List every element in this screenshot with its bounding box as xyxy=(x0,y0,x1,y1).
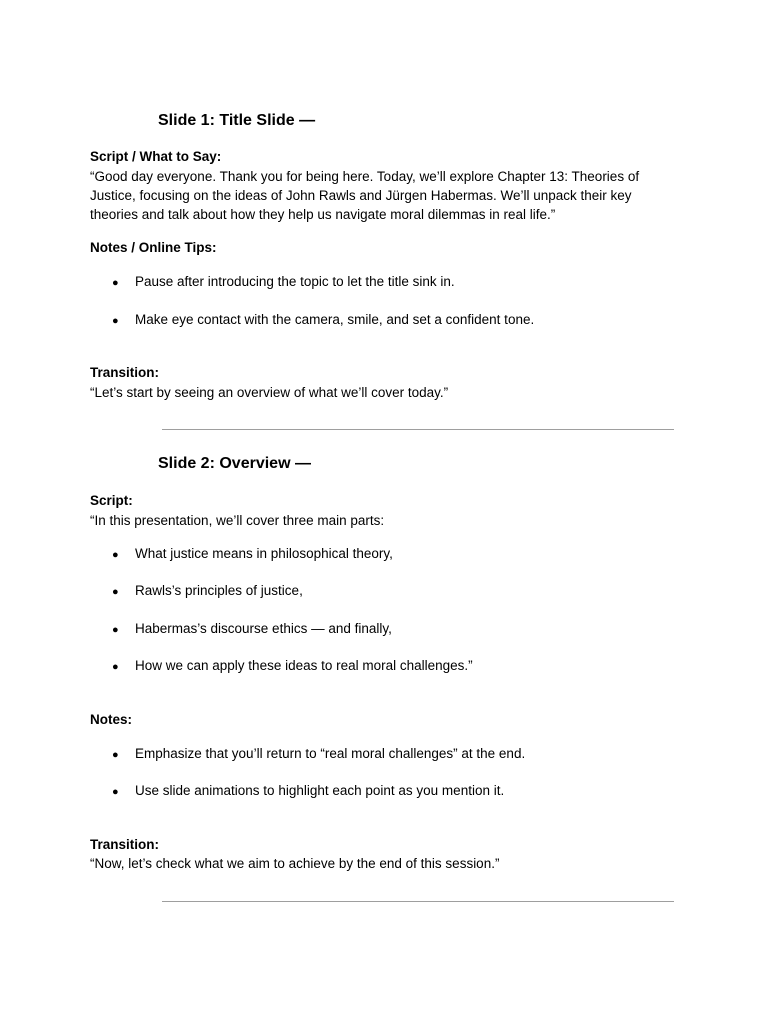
slide1-transition-label: Transition: xyxy=(90,365,160,380)
slide1-note-2: Make eye contact with the camera, smile, and set a confident tone. xyxy=(135,312,535,327)
slide2-script-label: Script: xyxy=(90,493,133,508)
slide1-script-label: Script / What to Say: xyxy=(90,149,222,164)
slide2-title: Slide 2: Overview — xyxy=(158,455,311,472)
bullet-icon: ● xyxy=(112,661,119,673)
list-item xyxy=(112,546,393,561)
slide2-note-2: Use slide animations to highlight each point as you mention it. xyxy=(135,783,505,798)
list-item xyxy=(112,274,455,289)
slide1-title: Slide 1: Title Slide — xyxy=(158,112,316,129)
slide2-notes-label: Notes: xyxy=(90,712,133,727)
slide2-note-1: Emphasize that you’ll return to “real moral challenges” at the end. xyxy=(135,746,526,761)
slide2-transition-text: “Now, let’s check what we aim to achieve by the end of this session.” xyxy=(90,856,500,871)
bullet-icon: ● xyxy=(112,624,119,636)
slide1-note-1: Pause after introducing the topic to let the title sink in. xyxy=(135,274,455,289)
bullet-icon: ● xyxy=(112,315,119,327)
slide2-script-text: “In this presentation, we’ll cover three main parts: xyxy=(90,513,385,528)
list-item xyxy=(112,746,525,761)
slide1-script-text: “Good day everyone. Thank you for being here. Today, we’ll explore Chapter 13: Theories of Justice, focusing on the ideas of John Rawls and Jürgen Habermas. We’ll unpack their key theories and talk about how they help us navigate moral dilemmas in real life.” xyxy=(90,169,640,222)
list-item xyxy=(112,783,504,798)
slide1-transition-text: “Let’s start by seeing an overview of what we’ll cover today.” xyxy=(90,385,449,400)
bullet-icon: ● xyxy=(112,549,119,561)
section-divider xyxy=(162,429,674,430)
bullet-icon: ● xyxy=(112,277,119,289)
list-item xyxy=(112,312,534,327)
bullet-icon: ● xyxy=(112,749,119,761)
list-item xyxy=(112,583,303,598)
slide2-point-3: Habermas’s discourse ethics — and finally, xyxy=(135,621,392,636)
slide1-notes-label: Notes / Online Tips: xyxy=(90,240,217,255)
slide2-transition-label: Transition: xyxy=(90,837,160,852)
bullet-icon: ● xyxy=(112,786,119,798)
slide2-point-2: Rawls’s principles of justice, xyxy=(135,583,303,598)
list-item xyxy=(112,621,392,636)
section-divider xyxy=(162,901,674,902)
slide2-point-1: What justice means in philosophical theory, xyxy=(135,546,393,561)
list-item xyxy=(112,658,473,673)
slide2-point-4: How we can apply these ideas to real moral challenges.” xyxy=(135,658,473,673)
bullet-icon: ● xyxy=(112,586,119,598)
